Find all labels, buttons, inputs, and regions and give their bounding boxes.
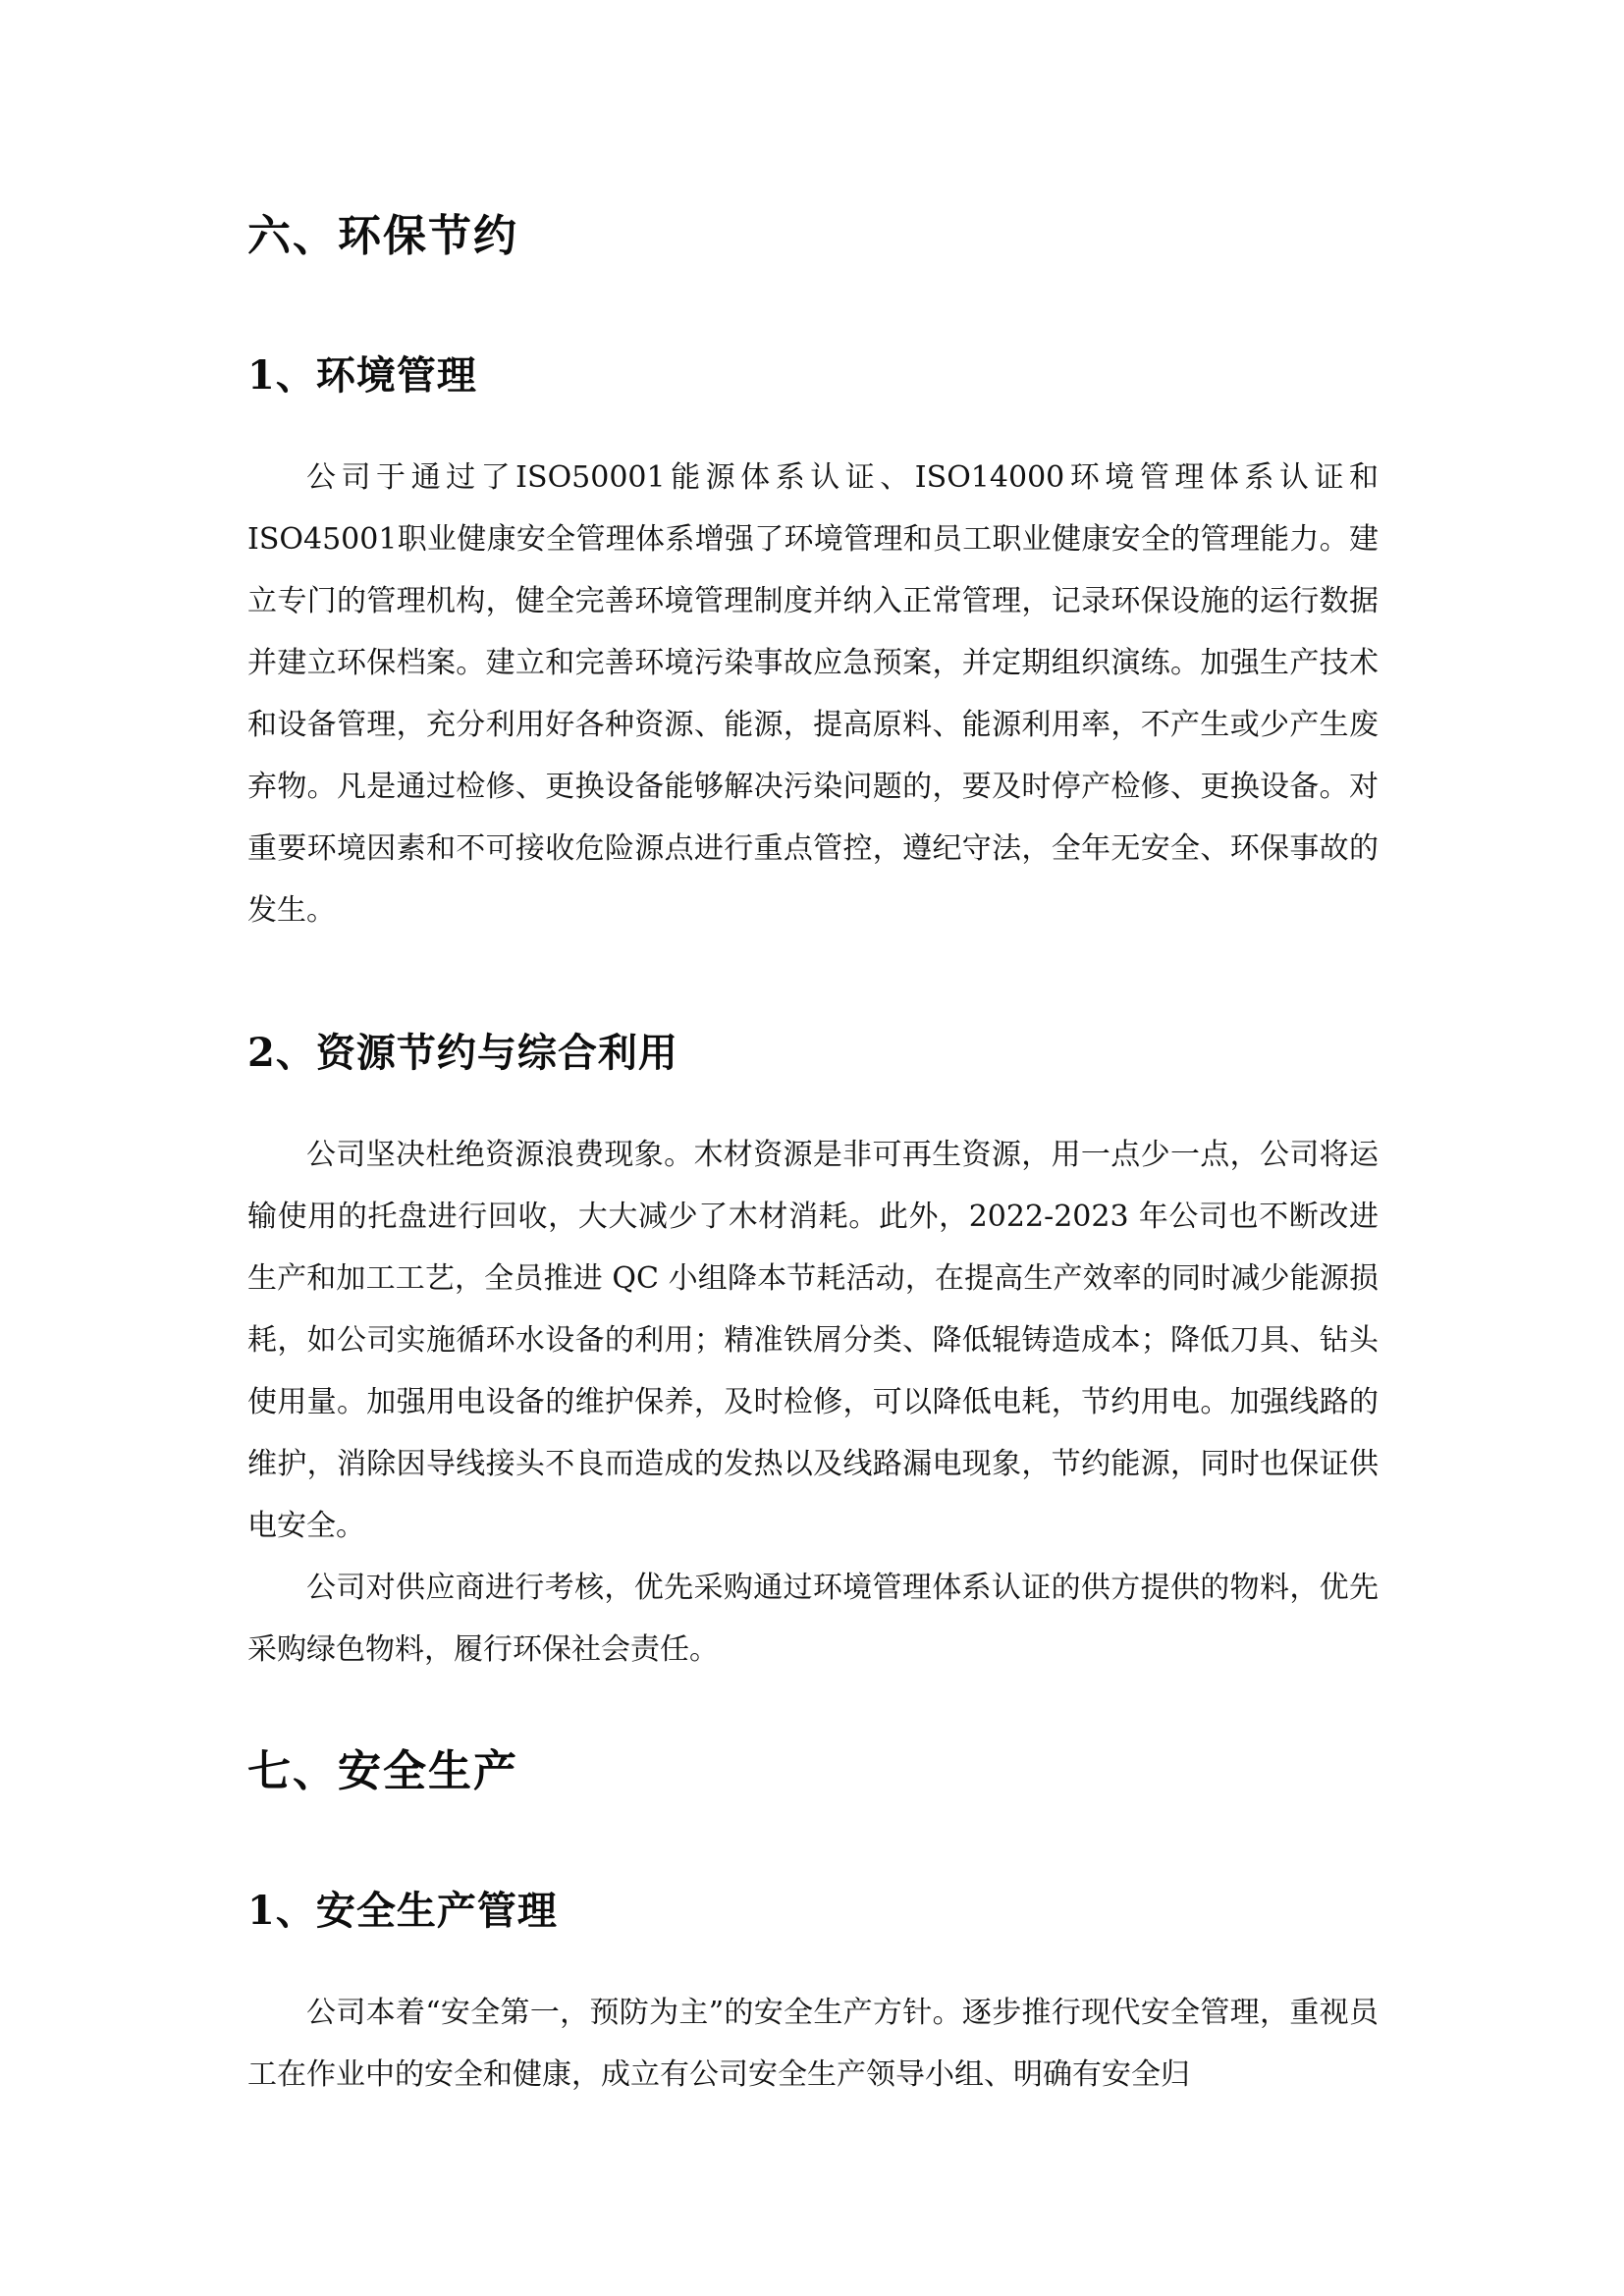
paragraph-safety-management: 公司本着“安全第一，预防为主”的安全生产方针。逐步推行现代安全管理，重视员工在作业中的安全和健康，成立有公司安全生产领导小组、明确有安全归 (247, 1996, 1379, 2093)
paragraph-supplier-assessment: 公司对供应商进行考核，优先采购通过环境管理体系认证的供方提供的物料，优先采购绿色物料，履行环保社会责任。 (247, 1571, 1379, 1668)
subsection-heading-resource-saving: 2、资源节约与综合利用 (247, 1030, 678, 1077)
subsection-heading-safety-management: 1、安全生产管理 (247, 1888, 558, 1935)
section-heading-environmental-protection: 六、环保节约 (247, 211, 518, 261)
section-heading-production-safety: 七、安全生产 (247, 1746, 518, 1797)
paragraph-environment-management: 公司于通过了ISO50001能源体系认证、ISO14000环境管理体系认证和ISO45001职业健康安全管理体系增强了环境管理和员工职业健康安全的管理能力。建立专门的管理机构，健全完善环境管理制度并纳入正常管理，记录环保设施的运行数据并建立环保档案。建立和完善环境污染事故应急预案，并定期组织演练。加强生产技术和设备管理，充分利用好各种资源、能源，提高原料、能源利用率，不产生或少产生废弃物。凡是通过检修、更换设备能够解决污染问题的，要及时停产检修、更换设备。对重要环境因素和不可接收危险源点进行重点管控，遵纪守法，全年无安全、环保事故的发生。 (247, 460, 1379, 929)
section-environmental-protection (247, 208, 1379, 1681)
paragraph-resource-saving: 公司坚决杜绝资源浪费现象。木材资源是非可再生资源，用一点少一点，公司将运输使用的托盘进行回收，大大减少了木材消耗。此外，2022-2023 年公司也不断改进生产和加工工艺，全员推进 QC 小组降本节耗活动，在提高生产效率的同时减少能源损耗，如公司实施循环水设备的利用；精准铁屑分类、降低辊铸造成本；降低刀具、钻头使用量。加强用电设备的维护保养，及时检修，可以降低电耗，节约用电。加强线路的维护，消除因导线接头不良而造成的发热以及线路漏电现象，节约能源，同时也保证供电安全。 (247, 1138, 1379, 1544)
section-production-safety (247, 1743, 1379, 2106)
subsection-heading-environment-management: 1、环境管理 (247, 352, 477, 400)
